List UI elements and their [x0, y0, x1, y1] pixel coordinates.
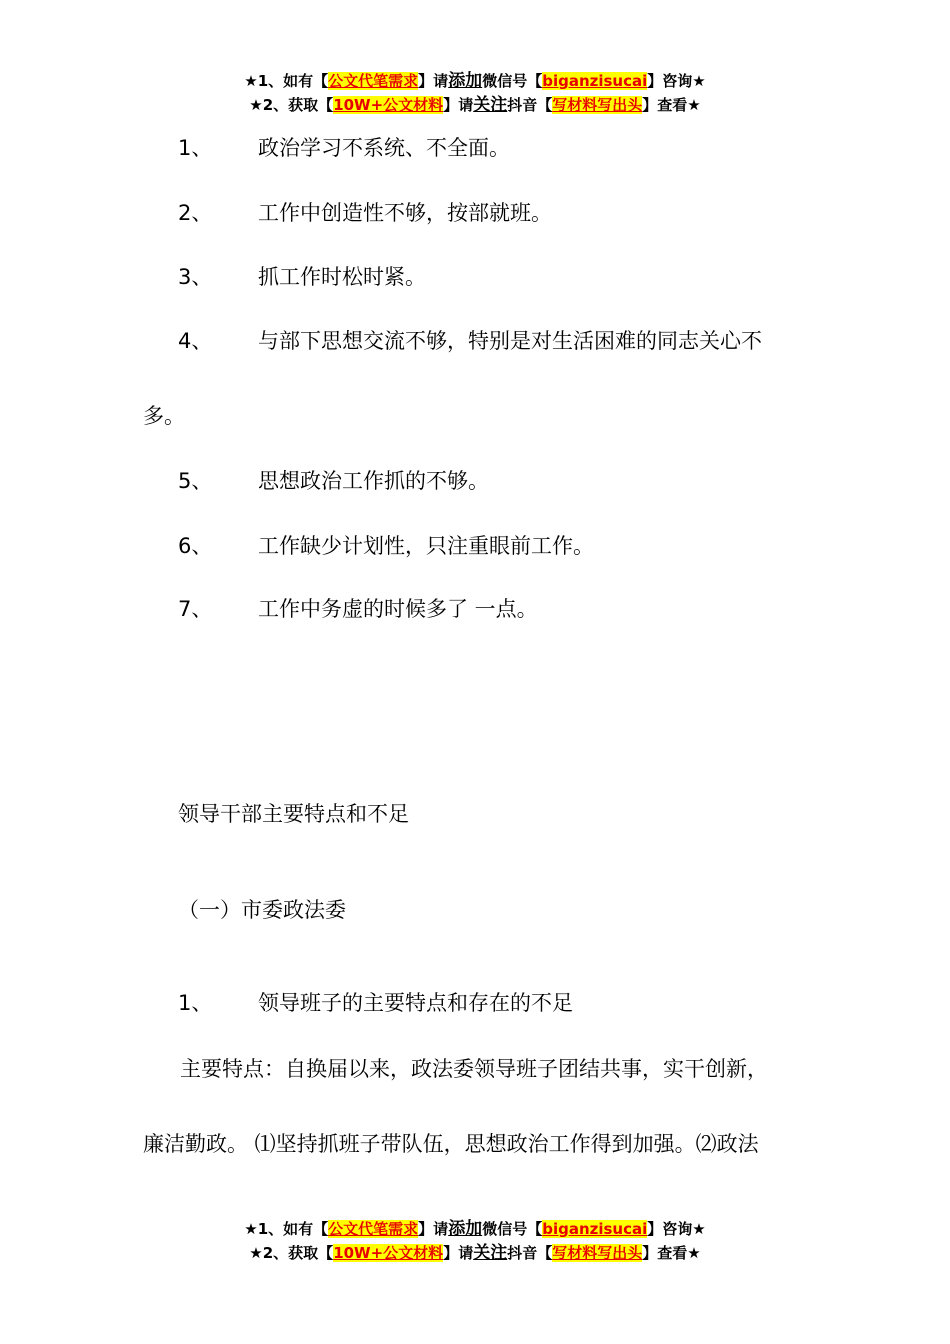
highlight-materials: 10W+公文材料: [333, 1244, 444, 1262]
list-item-number: 7、: [178, 597, 213, 621]
paragraph-line: 廉洁勤政。 ⑴坚持抓班子带队伍，思想政治工作得到加强。⑵政法: [143, 1132, 759, 1156]
promo-line-2: ★2、获取【10W+公文材料】请关注抖音【写材料写出头】查看★: [249, 95, 701, 115]
highlight-wechat-id: biganzisucai: [542, 72, 648, 90]
list-item-text: 抓工作时松时紧。: [258, 265, 426, 289]
list-item-text: 思想政治工作抓的不够。: [258, 469, 489, 493]
list-item-continuation: 多。: [143, 404, 185, 428]
highlight-service: 公文代笔需求: [328, 72, 419, 90]
list-item-text: 工作中务虚的时候多了 一点。: [258, 597, 538, 621]
highlight-douyin: 写材料写出头: [552, 96, 643, 114]
list-item-number: 2、: [178, 201, 213, 225]
bottom-promo-banner: [0, 1217, 950, 1265]
promo-line-1: ★1、如有【公文代笔需求】请添加微信号【biganzisucai】咨询★: [244, 1219, 706, 1239]
promo-line-1: ★1、如有【公文代笔需求】请添加微信号【biganzisucai】咨询★: [244, 71, 706, 91]
section-title: 领导干部主要特点和不足: [178, 802, 409, 826]
list-item-number: 1、: [178, 136, 213, 160]
highlight-service: 公文代笔需求: [328, 1220, 419, 1238]
paragraph-line: 主要特点：自换届以来，政法委领导班子团结共事，实干创新，: [180, 1057, 768, 1081]
list-item-number: 3、: [178, 265, 213, 289]
highlight-douyin: 写材料写出头: [552, 1244, 643, 1262]
list-item-number: 6、: [178, 534, 213, 558]
top-promo-banner: [0, 69, 950, 117]
list-item-text: 与部下思想交流不够，特别是对生活困难的同志关心不: [258, 329, 762, 353]
promo-line-2: ★2、获取【10W+公文材料】请关注抖音【写材料写出头】查看★: [249, 1243, 701, 1263]
list-item-number: 5、: [178, 469, 213, 493]
list-item-number: 4、: [178, 329, 213, 353]
highlight-materials: 10W+公文材料: [333, 96, 444, 114]
highlight-wechat-id: biganzisucai: [542, 1220, 648, 1238]
list-item-text: 工作缺少计划性，只注重眼前工作。: [258, 534, 594, 558]
subsection-title: （一）市委政法委: [178, 898, 346, 922]
list-item-number: 1、: [178, 991, 213, 1015]
list-item-text: 工作中创造性不够，按部就班。: [258, 201, 552, 225]
list-item-text: 政治学习不系统、不全面。: [258, 136, 510, 160]
list-item-text: 领导班子的主要特点和存在的不足: [258, 991, 573, 1015]
